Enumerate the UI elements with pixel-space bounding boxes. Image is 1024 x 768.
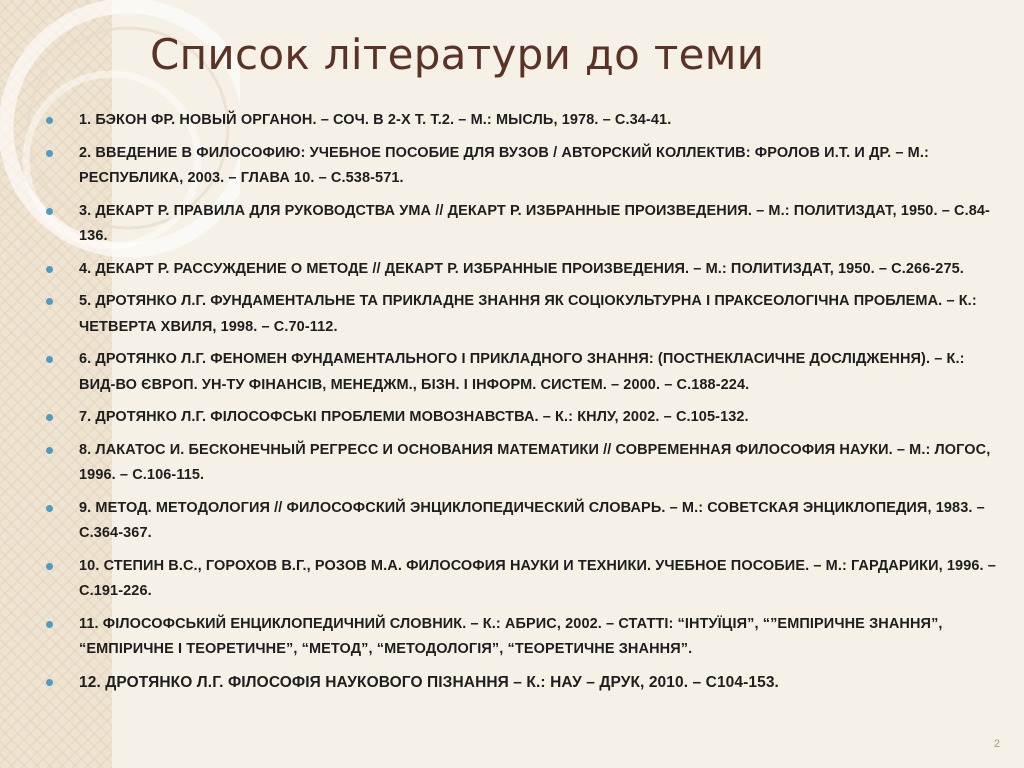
reference-item — [46, 141, 996, 192]
reference-text: 8. ЛАКАТОС И. БЕСКОНЕЧНЫЙ РЕГРЕСС И ОСНОВАНИЯ МАТЕМАТИКИ // СОВРЕМЕННАЯ ФИЛОСОФИЯ НАУКИ. – М.: ЛОГОС, 1996. – С.106-115. — [79, 441, 991, 483]
reference-text: 1. БЭКОН ФР. НОВЫЙ ОРГАНОН. – СОЧ. В 2-Х Т. Т.2. – М.: МЫСЛЬ, 1978. – С.34-41. — [79, 112, 672, 128]
reference-item — [46, 554, 996, 605]
reference-item — [46, 670, 996, 696]
reference-text: 10. СТЕПИН В.С., ГОРОХОВ В.Г., РОЗОВ М.А. ФИЛОСОФИЯ НАУКИ И ТЕХНИКИ. УЧЕБНОЕ ПОСОБИЕ. – М.: ГАРДАРИКИ, 1996. – С.191-226. — [79, 557, 996, 599]
bullet-icon — [46, 563, 53, 570]
reference-text: 11. ФІЛОСОФСЬКИЙ ЕНЦИКЛОПЕДИЧНИЙ СЛОВНИК. – К.: АБРИС, 2002. – СТАТТІ: “ІНТУЇЦІЯ”, “”ЕМПІРИЧНЕ ЗНАННЯ”, “ЕМПІРИЧНЕ І ТЕОРЕТИЧНЕ”, “МЕТОД”, “МЕТОДОЛОГІЯ”, “ТЕОРЕТИЧНЕ ЗНАННЯ”. — [79, 615, 943, 657]
bullet-icon — [46, 447, 53, 454]
reference-text: 6. ДРОТЯНКО Л.Г. ФЕНОМЕН ФУНДАМЕНТАЛЬНОГО І ПРИКЛАДНОГО ЗНАННЯ: (ПОСТНЕКЛАСИЧНЕ ДОСЛІДЖЕННЯ). – К.: ВИД-ВО ЄВРОП. УН-ТУ ФІНАНСІВ, МЕНЕДЖМ., БІЗН. І ІНФОРМ. СИСТЕМ. – 2000. – С.188-224. — [79, 351, 965, 393]
reference-item — [46, 347, 996, 398]
bullet-icon — [46, 414, 53, 421]
bullet-icon — [46, 505, 53, 512]
reference-item — [46, 199, 996, 250]
reference-item — [46, 289, 996, 340]
reference-text: 3. ДЕКАРТ Р. ПРАВИЛА ДЛЯ РУКОВОДСТВА УМА // ДЕКАРТ Р. ИЗБРАННЫЕ ПРОИЗВЕДЕНИЯ. – М.: ПОЛИТИЗДАТ, 1950. – С.84-136. — [79, 202, 990, 244]
bullet-icon — [46, 621, 53, 628]
page-number: 2 — [993, 738, 1000, 750]
slide-title: Список літератури до теми — [150, 30, 765, 79]
reference-text: 4. ДЕКАРТ Р. РАССУЖДЕНИЕ О МЕТОДЕ // ДЕКАРТ Р. ИЗБРАННЫЕ ПРОИЗВЕДЕНИЯ. – М.: ПОЛИТИЗДАТ, 1950. – С.266-275. — [79, 260, 964, 277]
reference-item — [46, 438, 996, 489]
reference-text: 7. ДРОТЯНКО Л.Г. ФІЛОСОФСЬКІ ПРОБЛЕМИ МОВОЗНАВСТВА. – К.: КНЛУ, 2002. – С.105-132. — [79, 409, 749, 425]
reference-text: 5. ДРОТЯНКО Л.Г. ФУНДАМЕНТАЛЬНЕ ТА ПРИКЛАДНЕ ЗНАННЯ ЯК СОЦІОКУЛЬТУРНА І ПРАКСЕОЛОГІЧНА ПРОБЛЕМА. – К.: ЧЕТВЕРТА ХВИЛЯ, 1998. – С.70-112. — [79, 293, 977, 335]
reference-item — [46, 257, 996, 283]
reference-text: 9. МЕТОД. МЕТОДОЛОГИЯ // ФИЛОСОФСКИЙ ЭНЦИКЛОПЕДИЧЕСКИЙ СЛОВАРЬ. – М.: СОВЕТСКАЯ ЭНЦИКЛОПЕДИЯ, 1983. – С.364-367. — [79, 499, 985, 541]
reference-text: 2. ВВЕДЕНИЕ В ФИЛОСОФИЮ: УЧЕБНОЕ ПОСОБИЕ ДЛЯ ВУЗОВ / АВТОРСКИЙ КОЛЛЕКТИВ: ФРОЛОВ И.Т. И ДР. – М.: РЕСПУБЛИКА, 2003. – ГЛАВА 10. – С.538-571. — [79, 144, 929, 186]
bullet-icon — [46, 117, 53, 124]
reference-text: 12. ДРОТЯНКО Л.Г. ФІЛОСОФІЯ НАУКОВОГО ПІЗНАННЯ – К.: НАУ – ДРУК, 2010. – С104-153. — [79, 673, 779, 691]
bullet-icon — [46, 208, 53, 215]
reference-item — [46, 405, 996, 431]
bullet-icon — [46, 356, 53, 363]
bullet-icon — [46, 679, 53, 686]
bullet-icon — [46, 266, 53, 273]
reference-item — [46, 612, 996, 663]
bullet-icon — [46, 298, 53, 305]
reference-item — [46, 496, 996, 547]
bullet-icon — [46, 150, 53, 157]
reference-list — [46, 108, 996, 702]
reference-item — [46, 108, 996, 134]
